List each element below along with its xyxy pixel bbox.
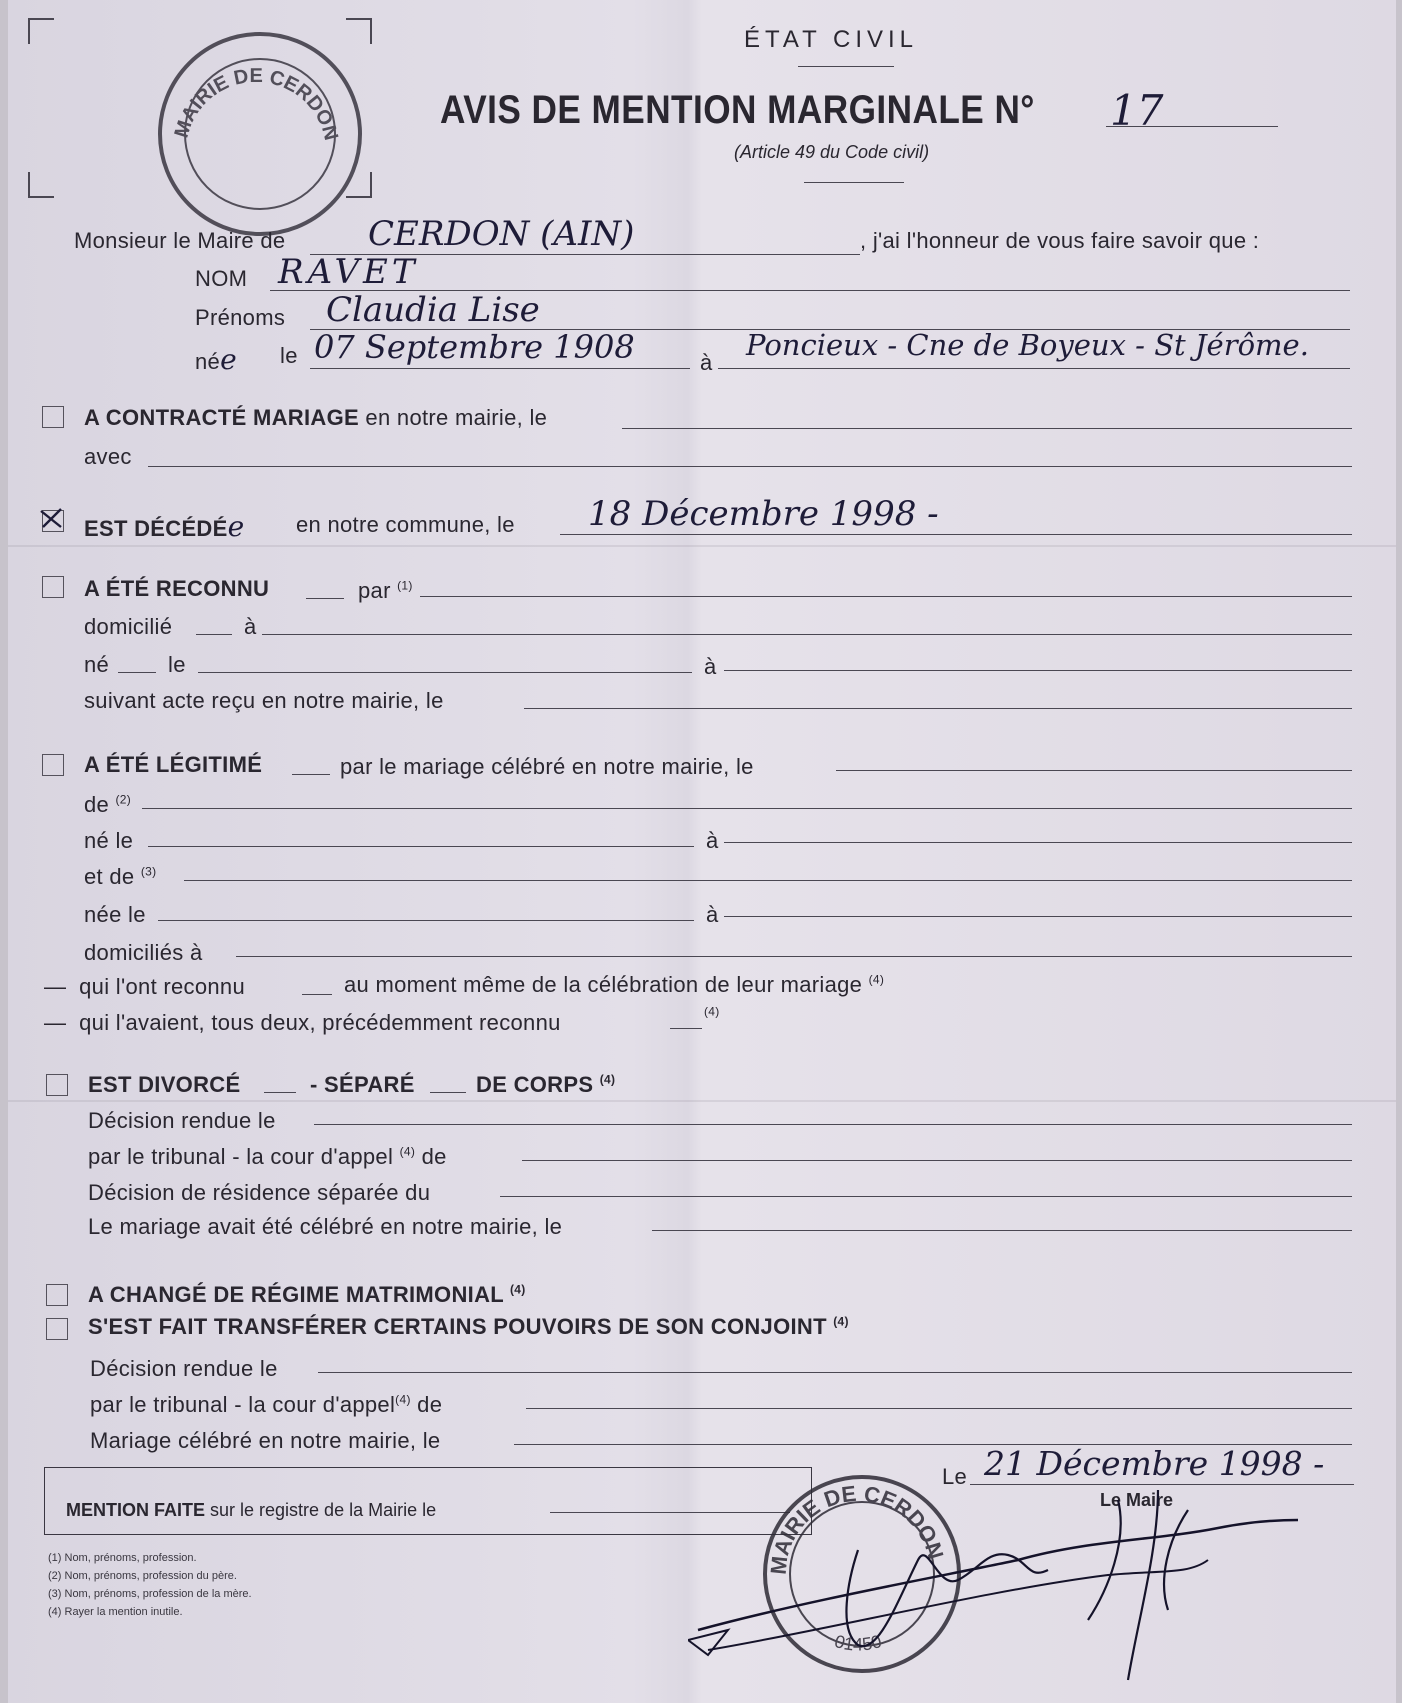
field-line — [236, 956, 1352, 957]
mention-faite-label: MENTION FAITE — [66, 1500, 205, 1520]
deces-date: 18 Décembre 1998 - — [588, 494, 939, 534]
pouvoirs-title: S'EST FAIT TRANSFÉRER CERTAINS POUVOIRS DE SON CONJOINT — [88, 1314, 827, 1339]
footnote-ref: (4) — [833, 1314, 849, 1329]
et-de-label: et de — [84, 864, 135, 889]
ne-label: né — [84, 652, 110, 677]
birth-date: 07 Septembre 1908 — [314, 328, 635, 366]
footnote-ref: (4) — [399, 1144, 416, 1159]
corner-mark — [28, 172, 54, 198]
blank-line — [430, 1092, 466, 1093]
document-subtitle: (Article 49 du Code civil) — [734, 142, 930, 162]
a-label: à — [706, 828, 719, 853]
field-line — [718, 368, 1350, 369]
deces-text: en notre commune, le — [296, 512, 515, 537]
field-line — [724, 916, 1352, 917]
mariage-title: A CONTRACTÉ MARIAGE — [84, 405, 359, 430]
blank-line — [670, 1028, 702, 1029]
gender-suffix: e — [227, 510, 245, 543]
svg-text:MAIRIE DE CERDON: MAIRIE DE CERDON — [170, 64, 343, 143]
field-line — [560, 534, 1352, 535]
mayor-signature — [688, 1480, 1328, 1690]
monsieur-label: Monsieur le Maire de — [74, 228, 286, 253]
tribunal-label: par le tribunal - la cour d'appel — [90, 1392, 396, 1417]
field-line — [148, 846, 694, 847]
le-label: le — [280, 343, 298, 368]
field-line — [724, 670, 1352, 671]
mention-number: 17 — [1110, 86, 1164, 135]
field-line — [314, 1124, 1352, 1125]
number-line — [1106, 126, 1278, 127]
dash: — — [44, 1010, 67, 1035]
le-maire-label: Le Maire — [1100, 1490, 1174, 1510]
field-line — [652, 1230, 1352, 1231]
blank-line — [264, 1092, 296, 1093]
a-label: à — [244, 614, 257, 639]
blank-line — [118, 672, 156, 673]
a-label: à — [700, 350, 713, 375]
fold-line — [8, 1100, 1396, 1102]
regime-checkbox[interactable] — [46, 1284, 68, 1306]
signature-date: 21 Décembre 1998 - — [984, 1444, 1325, 1483]
footnote-ref: (4) — [868, 972, 885, 987]
field-line — [310, 368, 690, 369]
a-label: à — [706, 902, 719, 927]
field-line — [524, 708, 1352, 709]
footnote-ref: (2) — [115, 792, 132, 807]
nee-le-label: née le — [84, 902, 146, 927]
reconnu-checkbox[interactable] — [42, 576, 64, 598]
birth-place: Poncieux - Cne de Boyeux - St Jérôme. — [746, 328, 1309, 362]
de-label: de — [417, 1392, 443, 1417]
le-label: Le — [942, 1464, 968, 1489]
suivant-label: suivant acte reçu en notre mairie, le — [84, 688, 444, 713]
check-mark-icon — [39, 507, 63, 531]
document-title: AVIS DE MENTION MARGINALE N° — [440, 88, 1035, 132]
commune-value: CERDON (AIN) — [368, 214, 635, 254]
footnote: (3) Nom, prénoms, profession de la mère. — [48, 1588, 252, 1600]
le-label: le — [168, 652, 186, 677]
field-line — [420, 596, 1352, 597]
ne-label: né — [195, 349, 221, 374]
divorce-checkbox[interactable] — [46, 1074, 68, 1096]
footnote-ref: (3) — [140, 864, 157, 879]
blank-line — [292, 774, 330, 775]
blank-line — [196, 634, 232, 635]
field-line — [500, 1196, 1352, 1197]
svg-text:01450: 01450 — [832, 1630, 884, 1655]
honneur-text: , j'ai l'honneur de vous faire savoir que : — [860, 228, 1260, 253]
tribunal-label: par le tribunal - la cour d'appel — [88, 1144, 394, 1169]
blank-line — [306, 598, 344, 599]
legitime-title: A ÉTÉ LÉGITIMÉ — [84, 752, 263, 777]
stamp-text-arc — [158, 32, 354, 228]
de-label: de — [421, 1144, 447, 1169]
divorce-title: EST DIVORCÉ — [88, 1072, 241, 1097]
gender-suffix: e — [220, 343, 237, 376]
regime-title: A CHANGÉ DE RÉGIME MATRIMONIAL — [88, 1282, 504, 1307]
field-line — [522, 1160, 1352, 1161]
reconnu1-b: au moment même de la célébration de leur mariage — [344, 972, 863, 997]
footnote-ref: (4) — [599, 1072, 616, 1087]
reconnu2: qui l'avaient, tous deux, précédemment reconnu — [79, 1010, 561, 1035]
mariage-text: en notre mairie, le — [365, 405, 548, 430]
field-line — [724, 842, 1352, 843]
field-line — [148, 466, 1352, 467]
avec-label: avec — [84, 444, 132, 469]
mariage-celebre-label: Mariage célébré en notre mairie, le — [90, 1428, 441, 1453]
prenoms-value: Claudia Lise — [326, 290, 540, 330]
field-line — [184, 880, 1352, 881]
separe-title: - SÉPARÉ — [310, 1072, 415, 1097]
legitime-text: par le mariage célébré en notre mairie, le — [340, 754, 754, 779]
nom-value: RAVET — [278, 252, 419, 292]
footnote-ref: (4) — [704, 1004, 720, 1019]
separator — [798, 66, 894, 67]
field-line — [262, 634, 1352, 635]
svg-text:MAIRIE DE CERDON: MAIRIE DE CERDON — [765, 1480, 949, 1576]
reconnu1-a: qui l'ont reconnu — [79, 974, 245, 999]
fold-line — [8, 545, 1396, 547]
dash: — — [44, 974, 67, 999]
de-label: de — [84, 792, 110, 817]
mariage-checkbox[interactable] — [42, 406, 64, 428]
footnote-ref: (1) — [397, 578, 413, 593]
mairie-stamp — [158, 32, 362, 236]
field-line — [526, 1408, 1352, 1409]
residence-label: Décision de résidence séparée du — [88, 1180, 431, 1205]
blank-line — [302, 994, 332, 995]
field-line — [318, 1372, 1352, 1373]
etat-civil-heading: ÉTAT CIVIL — [744, 26, 919, 53]
footnote: (2) Nom, prénoms, profession du père. — [48, 1570, 237, 1582]
corner-mark — [28, 18, 54, 44]
decision-label: Décision rendue le — [88, 1108, 276, 1133]
a-label: à — [704, 654, 717, 679]
mention-faite-text: sur le registre de la Mairie le — [210, 1500, 437, 1520]
de-corps-title: DE CORPS — [476, 1072, 594, 1097]
reconnu-title: A ÉTÉ RECONNU — [84, 576, 270, 601]
pouvoirs-checkbox[interactable] — [46, 1318, 68, 1340]
document-sheet — [8, 0, 1396, 1703]
field-line — [198, 672, 692, 673]
legitime-checkbox[interactable] — [42, 754, 64, 776]
deces-checkbox[interactable] — [42, 510, 64, 532]
field-line — [836, 770, 1352, 771]
footnote-ref: (4) — [510, 1282, 526, 1297]
prenoms-label: Prénoms — [195, 305, 286, 330]
mariage-celebre-label: Le mariage avait été célébré en notre mairie, le — [88, 1214, 563, 1239]
field-line — [158, 920, 694, 921]
domicilies-label: domiciliés à — [84, 940, 203, 965]
separator — [804, 182, 904, 183]
par-label: par — [358, 578, 391, 603]
nom-label: NOM — [195, 266, 248, 291]
field-line — [622, 428, 1352, 429]
ne-le-label: né le — [84, 828, 134, 853]
footnote: (1) Nom, prénoms, profession. — [48, 1552, 197, 1564]
footnote-ref: (4) — [395, 1392, 411, 1407]
footnote: (4) Rayer la mention inutile. — [48, 1606, 183, 1618]
decision-label: Décision rendue le — [90, 1356, 278, 1381]
field-line — [142, 808, 1352, 809]
deces-title: EST DÉCÉDÉ — [84, 516, 228, 541]
domicilie-label: domicilié — [84, 614, 173, 639]
